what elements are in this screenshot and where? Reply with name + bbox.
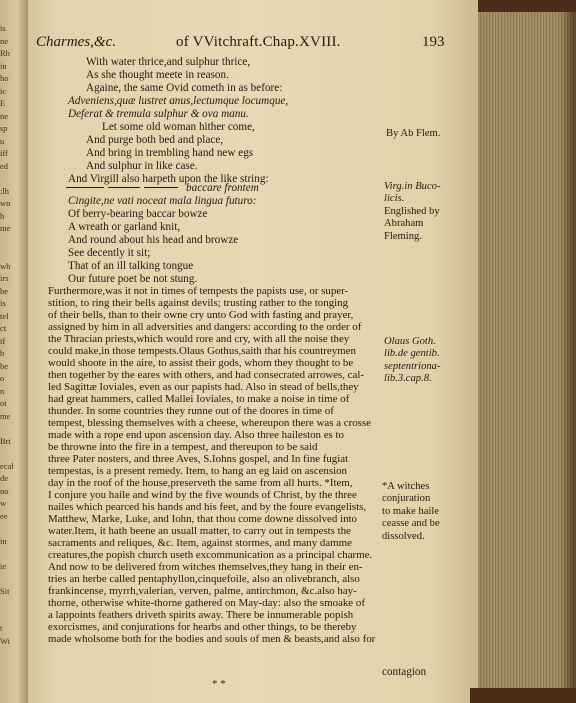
text-line: With water thrice,and sulphur thrice, — [86, 56, 251, 68]
text-line: baccare frontem — [186, 182, 259, 194]
previous-page-fragment: ct — [0, 323, 7, 333]
previous-page-fragment — [0, 172, 20, 185]
text-line: And bring in trembling hand new egs — [86, 147, 254, 159]
previous-page-margin-text — [0, 22, 20, 647]
margin-note-line: *A witches — [382, 481, 430, 492]
page-block-edges — [478, 0, 576, 703]
previous-page-fragment: wn — [0, 198, 11, 208]
previous-page-fragment: iff — [0, 148, 8, 158]
text-line: sacraments and reliques, &c. Item, against stormes, and many damme — [48, 537, 352, 549]
margin-note-line: septentriona- — [384, 360, 441, 372]
text-line: would shoote in the aire, to assist their gods, whom they thought to be — [48, 357, 354, 369]
text-line: exorcismes, and conjurations for hearbs and other things, to be thereby — [48, 621, 357, 633]
previous-page-fragment: ie — [0, 560, 7, 571]
previous-page-fragment: Bri — [0, 435, 11, 446]
margin-note-line: conjuration — [382, 493, 431, 505]
text-line: thunder. In some countries they runne out of the doores in time of — [48, 405, 334, 417]
text-line: water.Item, it hath beene an usuall matter, to carry out in tempests the — [48, 525, 351, 537]
dash-rule — [108, 187, 140, 188]
text-line: made wholsome both for the bodies and souls of men & beasts,and also for — [48, 633, 376, 645]
page-number: 193 — [422, 34, 445, 50]
text-line: And Virgill also harpeth upon the like string: — [68, 173, 269, 185]
previous-page-fragment: h — [0, 210, 5, 221]
previous-page-fragment — [0, 422, 20, 435]
text-line: Furthermore,was it not in times of tempests the papists use, or super- — [48, 285, 349, 297]
previous-page-fragment — [0, 235, 20, 248]
book-cover-top — [478, 0, 576, 12]
previous-page-fragment: be — [0, 360, 9, 371]
book-page — [28, 0, 478, 703]
text-line: of their bells, than to their owne cry unto God with fasting and prayer, — [48, 309, 354, 321]
text-line: See decently it sit; — [68, 247, 151, 259]
text-line: Adveniens,quæ lustret anus,lectumque locumque, — [68, 95, 289, 107]
previous-page-fragment: in — [0, 60, 7, 71]
text-line: And round about his head and browze — [68, 234, 239, 246]
margin-note-line: lib.3.cap.8. — [384, 373, 432, 385]
margin-note-line: Abraham — [384, 218, 424, 230]
text-line: three Pater nosters, and three Aves, S.Iohns gospel, and In fine fugiat — [48, 453, 349, 465]
text-line: day in the roof of the house,preserveth the same from all hurts. *Item, — [48, 477, 353, 489]
previous-page-fragment: wh — [0, 260, 11, 271]
text-line: Deferat & tremula sulphur & ova manu. — [68, 108, 249, 120]
margin-note-line: licis. — [384, 193, 405, 205]
text-line: then together by the eares with others, and had consecrated arrowes, cal- — [48, 369, 364, 381]
previous-page-fragment: Sit — [0, 585, 10, 596]
running-header — [28, 34, 478, 54]
text-line: tries an herbe called pentaphyllon,cinquefoile, also an olivebranch, also — [48, 573, 360, 585]
text-line: tempestas, is a present remedy. Item, to hang an eg laid on ascension — [48, 465, 347, 477]
previous-page-fragment — [0, 447, 20, 460]
previous-page-fragment: ic — [0, 85, 7, 96]
margin-note-line: Fleming. — [384, 230, 422, 242]
margin-note-line: ceasse and be — [382, 518, 440, 530]
catchword: contagion — [382, 666, 427, 678]
previous-page-fragment: ne — [0, 110, 9, 121]
dash-rule — [144, 187, 178, 188]
text-line: led Sagittæ Ioviales, even as our papists had. Also in stead of bells,they — [48, 381, 359, 393]
previous-page-fragment: Wi — [0, 635, 11, 646]
previous-page-fragment: w — [0, 498, 7, 508]
previous-page-fragment: n — [0, 385, 5, 396]
text-line: As she thought meete in reason. — [86, 69, 229, 81]
previous-page-fragment: sp — [0, 123, 8, 133]
header-section-title: Charmes,&c. — [36, 34, 116, 50]
previous-page-fragment: o — [0, 373, 5, 383]
text-line: Of berry-bearing baccar bowze — [68, 208, 208, 220]
text-line: Cingite,ne vati noceat mala lingua futuro: — [68, 195, 257, 207]
text-line: And purge both bed and place, — [86, 134, 224, 146]
previous-page-fragment: b — [0, 348, 5, 358]
dash-rule — [66, 187, 104, 188]
text-line: a lappoints feathers driveth spirits away. There be innumerable popish — [48, 609, 354, 621]
text-line: And now to be delivered from witches themselves,they hang in their en- — [48, 561, 363, 573]
margin-note-line: Olaus Goth. — [384, 336, 436, 347]
previous-page-fragment — [0, 522, 20, 535]
signature-mark: * * — [212, 678, 226, 690]
margin-note-line: to make haile — [382, 505, 440, 517]
previous-page-fragment: be — [0, 285, 9, 296]
header-chapter-title: of VVitchraft.Chap.XVIII. — [176, 34, 341, 50]
text-line: the Thracian priests,which would rore and cry, with all the noise they — [48, 333, 350, 345]
text-line: Our future poet be not stung. — [68, 273, 198, 285]
previous-page-fragment: if — [0, 335, 6, 346]
text-line: I conjure you haile and wind by the five wounds of Christ, by the three — [48, 489, 357, 501]
previous-page-fragment: ed — [0, 160, 9, 171]
previous-page-fragment: ecal — [0, 460, 14, 471]
text-line: be throwne into the fire in a tempest, and thereupon to be said — [48, 441, 318, 453]
previous-page-fragment: u — [0, 135, 5, 146]
book-cover-bottom — [470, 688, 576, 703]
previous-page-fragment: Rh — [0, 48, 10, 58]
text-line: had great hammers, called Mallei Ioviales, to make a noise in time of — [48, 393, 350, 405]
previous-page-fragment: t — [0, 623, 3, 633]
previous-page-fragment: irs — [0, 273, 9, 283]
previous-page-fragment: me — [0, 410, 11, 421]
margin-note-fleming: By Ab Flem. — [386, 128, 441, 139]
margin-note-line: Virg.in Buco- — [384, 181, 441, 192]
text-line: frankincense, myrrh,valerian, verven, palme, antirchmon, &c.also hay- — [48, 585, 357, 597]
text-line: nailes which pearced his hands and his feet, and by the foure evangelists, — [48, 501, 367, 513]
previous-page-fragment: de — [0, 473, 9, 483]
previous-page-fragment: :lh — [0, 185, 9, 196]
text-line: Againe, the same Ovid cometh in as before: — [86, 82, 283, 94]
text-line: A wreath or garland knit, — [68, 221, 181, 233]
text-line: creatures,the popish church useth excommunication as a principal charme. — [48, 549, 373, 561]
margin-note-line: lib.de gentib. — [384, 348, 440, 360]
previous-page-fragment: ne — [0, 35, 9, 46]
previous-page-fragment — [0, 572, 20, 585]
text-line: stition, to ring their bells against devils; trusting rather to the tonging — [48, 297, 349, 309]
previous-page-fragment: ee — [0, 510, 8, 521]
previous-page-fragment: is — [0, 23, 6, 33]
previous-page-fragment — [0, 247, 20, 260]
previous-page-fragment: ho — [0, 73, 9, 83]
previous-page-fragment: tel — [0, 310, 9, 321]
text-line: That of an ill talking tongue — [68, 260, 194, 272]
previous-page-fragment — [0, 610, 20, 623]
previous-page-fragment: in — [0, 535, 7, 546]
text-line: assigned by him in all adversities and dangers: according to the order of — [48, 321, 362, 333]
previous-page-fragment: no — [0, 485, 9, 496]
previous-page-fragment — [0, 547, 20, 560]
previous-page-fragment: ot — [0, 398, 7, 408]
previous-page-fragment — [0, 597, 20, 610]
text-line: made with a rope end upon ascension day. Also three haileston es to — [48, 429, 344, 441]
text-line: And sulphur in like case. — [86, 160, 198, 172]
previous-page-fragment: is — [0, 298, 6, 308]
text-line: could make,in those tempests.Olaus Gothus,saith that his countreymen — [48, 345, 356, 357]
previous-page-fragment: E — [0, 98, 6, 108]
margin-note-line: Englished by — [384, 205, 440, 217]
previous-page-edge — [0, 0, 28, 703]
previous-page-fragment: me — [0, 223, 11, 233]
text-line: thorne, otherwise white-thorne gathered on May-day: also the smoake of — [48, 597, 365, 609]
margin-note-line: dissolved. — [382, 530, 425, 542]
text-line: tempest, blessing themselves with a cheese, whereupon there was a crosse — [48, 417, 371, 429]
text-line: Let some old woman hither come, — [102, 121, 255, 133]
text-line: Matthew, Marke, Luke, and Iohn, that thou come downe dissolved into — [48, 513, 358, 525]
